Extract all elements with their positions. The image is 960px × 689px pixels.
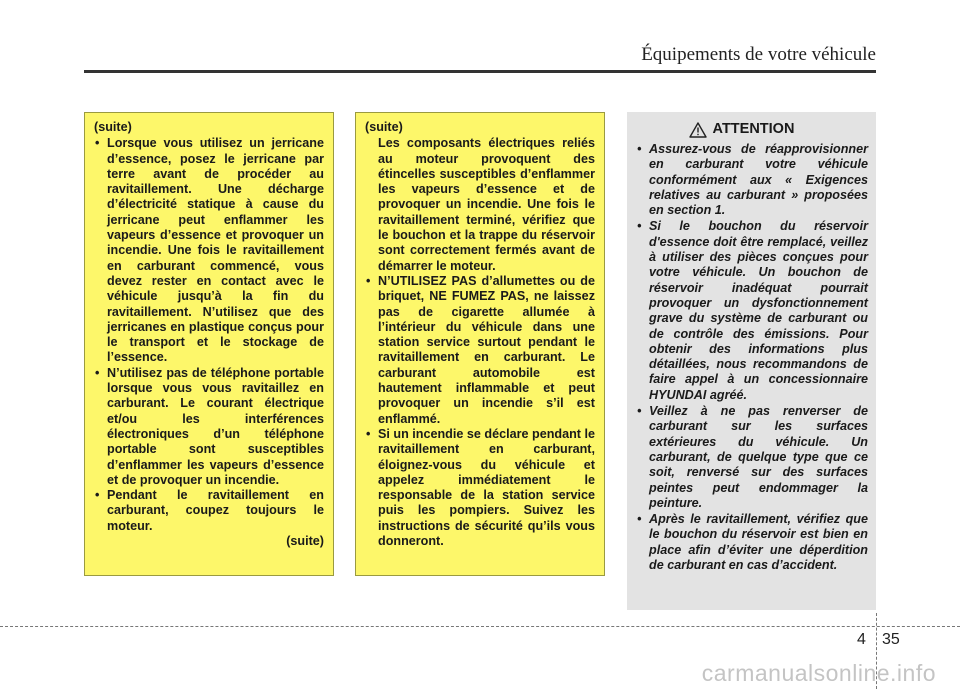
list-item: • Pendant le ravitaillement en carburant, coupez toujours le moteur. [93,488,324,534]
list-item: • Assurez-vous de réapprovisionner en carburant votre véhicule conformément aux « Exigences relatives au carburant » proposées en section 1. [635,142,868,218]
list-item: • Veillez à ne pas renverser de carburant sur les surfaces extérieures du véhicule. Un carburant, de quelque type que ce soit, renversé sur des surfaces peintes peut endommager la peinture. [635,404,868,511]
list-item: • N’UTILISEZ PAS d’allumettes ou de briquet, NE FUMEZ PAS, ne laissez pas de cigarette allumée à l’intérieur du véhicule dans une station service surtout pendant le ravitaillement en carburant. Le carburant automobile est hautement inflammable et peut provoquer un incendie s’il est enflammé. [364,274,595,427]
header-rule [84,70,876,73]
list-item: • N’utilisez pas de téléphone portable lorsque vous vous ravitaillez en carburant. Le courant électrique et/ou les interférences électroniques d’un téléphone portable sont susceptibles d’enflammer les vapeurs d’essence et de provoquer un incendie. [93,366,324,488]
suite-label-top: (suite) [94,120,132,134]
attention-heading-text: ATTENTION [712,121,795,138]
attention-list [635,142,868,573]
warning-triangle-icon [689,122,707,138]
warning-panel-2 [355,112,605,576]
list-item: • Si un incendie se déclare pendant le ravitaillement en carburant, éloignez-vous du véhicule et appelez immédiatement le responsable de la station service puis les pompiers. Suivez les instructions de sécurité qu’ils vous donneront. [364,427,595,549]
chapter-number: 4 [857,631,866,648]
page-header-title: Équipements de votre véhicule [641,44,876,65]
suite-label-bottom: (suite) [286,534,324,549]
footer-rule [0,626,960,627]
list-item: • Lorsque vous utilisez un jerricane d’essence, posez le jerricane par terre avant de procéder au ravitaillement. Une décharge d’électricité statique à cause du jerricane peut enflammer les vapeurs d’essence et provoquer un incendie. Une fois le ravitaillement en carburant commencé, vous devez rester en contact avec le véhicule jusqu’à la fin du ravitaillement. N’utilisez que des jerricanes en plastique conçus pour le transport et le stockage de l’essence. [93,136,324,365]
warning-list-2 [364,274,595,549]
watermark-text: carmanualsonline.info [701,660,936,686]
list-item: • Si le bouchon du réservoir d'essence doit être remplacé, veillez à utiliser des pièces conçues pour votre véhicule. Un bouchon de réservoir inadéquat pourrait provoquer un dysfonctionnement grave du système de carburant ou de contrôle des émissions. Pour obtenir des informations plus détaillées, nous recommandons de faire appel à un concessionnaire HYUNDAI agréé. [635,219,868,403]
page-number: 35 [882,631,900,648]
list-item: • Après le ravitaillement, vérifiez que le bouchon du réservoir est bien en place afin d’éviter une déperdition de carburant en cas d’accident. [635,512,868,573]
warning-list-1 [93,136,324,534]
attention-panel [627,112,876,610]
attention-heading [635,122,868,138]
intro-paragraph: Les composants électriques reliés au moteur provoquent des étincelles susceptibles d’enflammer les vapeurs d’essence et de provoquer un incendie. Une fois le ravitaillement terminé, vérifiez que le bouchon et la trappe du réservoir sont correctement fermés avant de démarrer le moteur. [378,136,595,273]
suite-label-top: (suite) [365,120,403,134]
warning-panel-1 [84,112,334,576]
